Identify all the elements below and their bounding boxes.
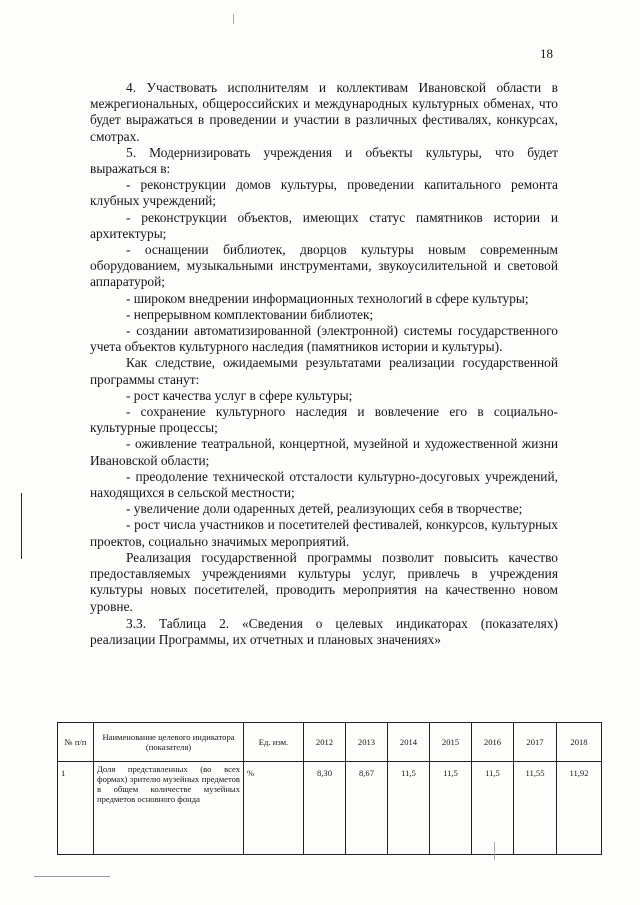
list-item: - непрерывном комплектовании библиотек;: [126, 306, 374, 322]
indicators-table: [57, 722, 602, 855]
list-item: - увеличение доли одаренных детей, реализующих себя в творчестве;: [126, 501, 523, 517]
header-year: 2018: [557, 723, 602, 762]
cell-value: 11,55: [514, 762, 557, 855]
list-item: - преодоление технической отсталости культурно-досуговых учреждений, находящихся в сельской местности;: [90, 468, 558, 501]
table-caption: 3.3. Таблица 2. «Сведения о целевых индикаторах (показателях) реализации Программы, их отчетных и плановых значениях»: [90, 615, 558, 647]
header-year: 2016: [472, 723, 514, 762]
paragraph: 5. Модернизировать учреждения и объекты культуры, что будет выражаться в:: [90, 144, 558, 177]
scan-mark-top: [233, 14, 234, 24]
cell-value: 11,5: [430, 762, 472, 855]
header-year: 2013: [346, 723, 388, 762]
cell-unit: %: [244, 762, 304, 855]
cell-value: 11,5: [388, 762, 430, 855]
margin-line-mark: [21, 493, 22, 559]
scan-mark-bottom: [494, 842, 495, 860]
header-year: 2014: [388, 723, 430, 762]
list-item: - оснащении библиотек, дворцов культуры новым современным оборудованием, музыкальными инструментами, звукоусилительной и световой аппаратурой;: [90, 242, 558, 290]
header-num: № п/п: [58, 723, 94, 762]
table-header-row: [58, 723, 602, 762]
paragraph: Как следствие, ожидаемыми результатами реализации государственной программы станут:: [90, 355, 558, 387]
header-unit: Ед. изм.: [244, 723, 304, 762]
header-year: 2017: [514, 723, 557, 762]
list-item: - оживление театральной, концертной, музейной и художественной жизни Ивановской области;: [90, 436, 558, 468]
list-item: - сохранение культурного наследия и вовлечение его в социально-культурные процессы;: [90, 404, 558, 436]
cell-num: 1: [58, 762, 94, 855]
cell-value: 8,30: [304, 762, 346, 855]
header-year: 2012: [304, 723, 346, 762]
cell-value: 11,5: [472, 762, 514, 855]
header-year: 2015: [430, 723, 472, 762]
cell-value: 8,67: [346, 762, 388, 855]
scan-mark-line: [34, 876, 110, 877]
table-row: [58, 762, 602, 855]
body-text: [90, 80, 558, 648]
cell-name: Доля представленных (во всех формах) зрителю музейных предметов в общем количестве музейных предметов основного фонда: [94, 762, 244, 855]
list-item: - реконструкции домов культуры, проведении капитального ремонта клубных учреждений;: [90, 177, 558, 209]
paragraph: Реализация государственной программы позволит повысить качество предоставляемых учреждениями культуры услуг, привлечь в учреждения культуры новых посетителей, проводить мероприятия на качественно новом уровне.: [90, 549, 558, 614]
paragraph: 4. Участвовать исполнителям и коллективам Ивановской области в межрегиональных, общероссийских и международных культурных обменах, что будет выражаться в проведении и участии в различных фестивалях, конкурсах, смотрах.: [90, 80, 558, 144]
list-item: - создании автоматизированной (электронной) системы государственного учета объектов культурного наследия (памятников истории и культуры).: [90, 323, 558, 355]
list-item: - широком внедрении информационных технологий в сфере культуры;: [126, 290, 529, 306]
list-item: - рост числа участников и посетителей фестивалей, конкурсов, культурных проектов, социально значимых мероприятий.: [90, 517, 558, 549]
cell-value: 11,92: [557, 762, 602, 855]
list-item: - рост качества услуг в сфере культуры;: [126, 387, 353, 403]
page-number: 18: [540, 46, 553, 61]
list-item: - реконструкции объектов, имеющих статус памятников истории и архитектуры;: [90, 209, 558, 241]
header-name: Наименование целевого индикатора (показателя): [94, 723, 244, 762]
